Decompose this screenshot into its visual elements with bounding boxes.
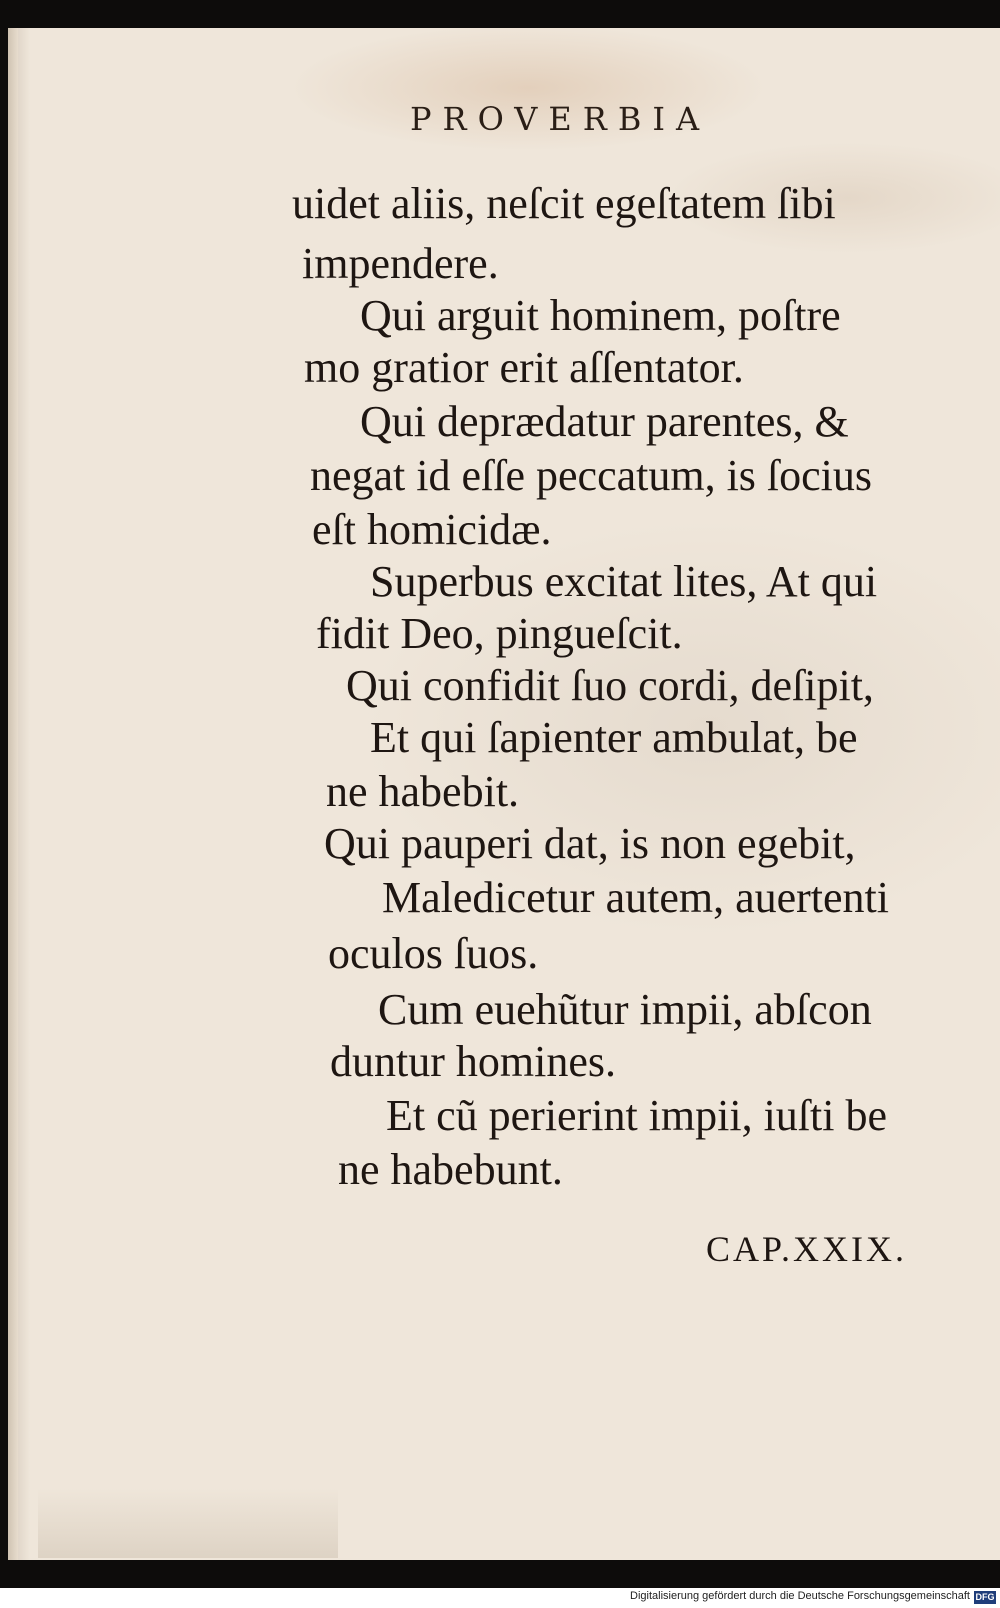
text-line: fidit Deo, pingueſcit. <box>316 609 683 658</box>
text-line: impendere. <box>302 239 499 288</box>
text-line: Maledicetur autem, auertenti <box>382 873 889 922</box>
text-line: ne habebunt. <box>338 1145 563 1194</box>
text-line: oculos ſuos. <box>328 929 539 978</box>
dfg-logo: DFG <box>975 1592 995 1602</box>
text-line: uidet aliis, neſcit egeſtatem ſibi <box>292 179 836 228</box>
text-line: Qui pauperi dat, is non egebit, <box>324 819 856 868</box>
text-line: Et cũ perierint impii, iuſti be <box>386 1091 887 1140</box>
text-line: Qui deprædatur parentes, & <box>360 397 849 446</box>
text-line: Qui arguit hominem, poſtre <box>360 291 841 340</box>
text-line: negat id eſſe peccatum, is ſocius <box>310 451 873 500</box>
text-line: eſt homicidæ. <box>312 505 552 554</box>
text-line: Qui confidit ſuo cordi, deſipit, <box>346 661 874 710</box>
running-head: PROVERBIA <box>410 100 711 138</box>
footer-credit: Digitalisierung gefördert durch die Deutsche Forschungsgemeinschaft <box>630 1590 970 1602</box>
catchword: CAP.XXIX. <box>706 1229 908 1269</box>
text-line: mo gratior erit aſſentator. <box>304 343 744 392</box>
text-line: Superbus excitat lites, At qui <box>370 557 878 606</box>
text-line: Et qui ſapienter ambulat, be <box>370 713 858 762</box>
footer-bar <box>0 1588 1000 1608</box>
text-line: Cum euehũtur impii, abſcon <box>378 985 872 1034</box>
text-line: ne habebit. <box>326 767 520 816</box>
text-line: duntur homines. <box>330 1037 616 1086</box>
